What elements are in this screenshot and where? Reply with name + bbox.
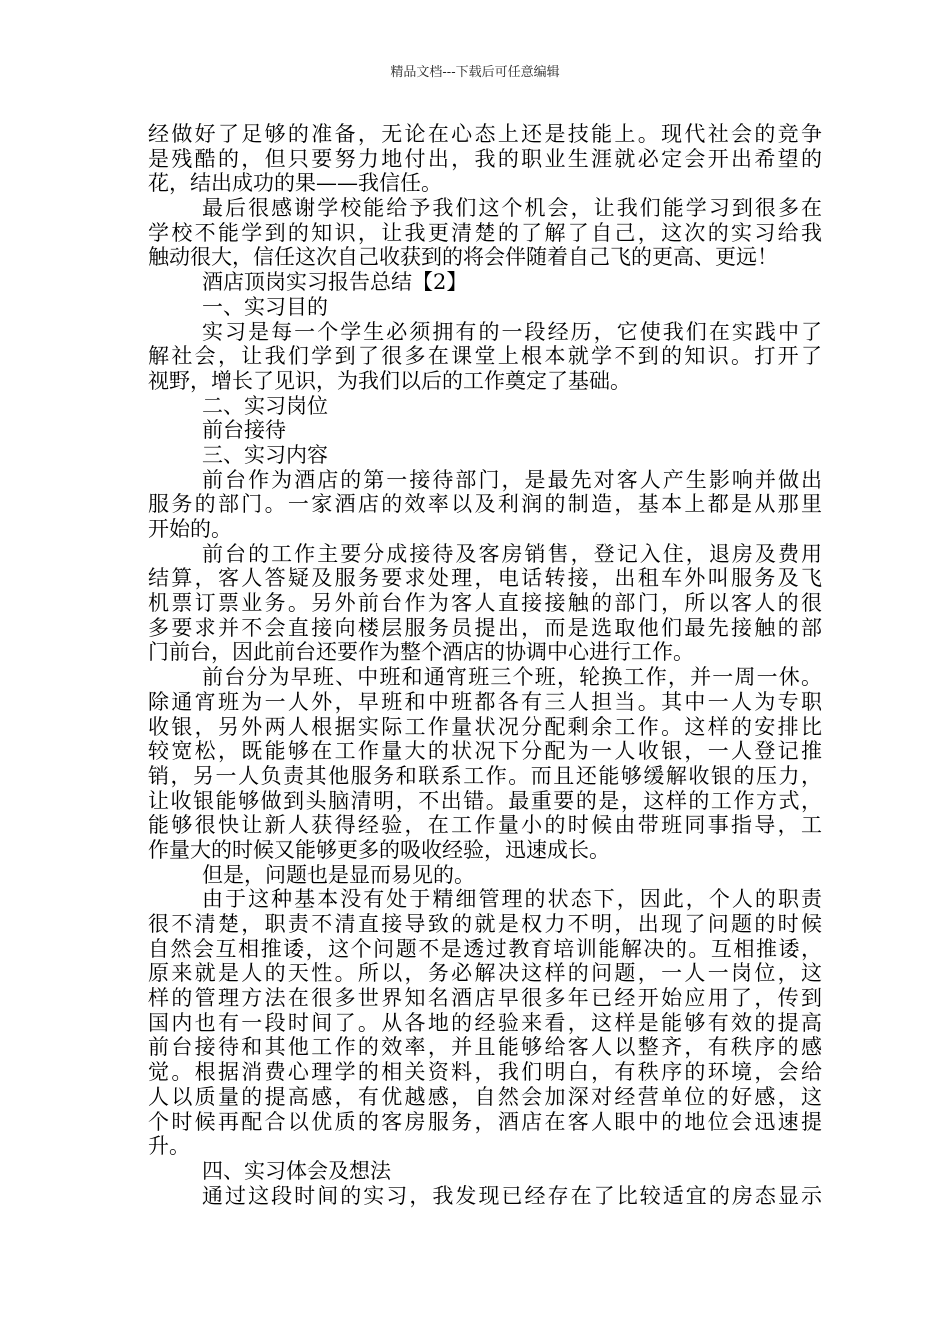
- text-line: 视野，增长了见识，为我们以后的工作奠定了基础。: [148, 368, 631, 393]
- text-line: 解社会，让我们学到了很多在课堂上根本就学不到的知识。打开了: [148, 344, 822, 369]
- text-line: 学校不能学到的知识，让我更清楚的了解了自己，这次的实习给我: [148, 220, 822, 245]
- text-line: 二、实习岗位: [202, 393, 328, 418]
- text-line: 机票订票业务。另外前台作为客人直接接触的部门，所以客人的很: [148, 591, 822, 616]
- text-line: 四、实习体会及想法: [202, 1158, 391, 1183]
- text-line: 酒店顶岗实习报告总结【2】: [202, 270, 468, 295]
- text-line: 作量大的时候又能够更多的吸收经验，迅速成长。: [148, 837, 610, 862]
- document-body: [148, 122, 822, 1208]
- text-line: 前台分为早班、中班和通宵班三个班，轮换工作，并一周一休。: [202, 665, 822, 690]
- text-line: 让收银能够做到头脑清明，不出错。最重要的是，这样的工作方式，: [148, 788, 822, 813]
- text-line: 除通宵班为一人外，早班和中班都各有三人担当。其中一人为专职: [148, 689, 822, 714]
- text-line: 较宽松，既能够在工作量大的状况下分配为一人收银，一人登记推: [148, 739, 822, 764]
- text-line: 很不清楚，职责不清直接导致的就是权力不明，出现了问题的时候: [148, 912, 822, 936]
- text-line: 开始的。: [148, 517, 232, 541]
- text-line: 但是，问题也是显而易见的。: [202, 862, 475, 887]
- text-line: 由于这种基本没有处于精细管理的状态下，因此，个人的职责: [202, 887, 822, 912]
- text-line: 前台作为酒店的第一接待部门，是最先对客人产生影响并做出: [202, 467, 822, 492]
- text-line: 触动很大，信任这次自己收获到的将会伴随着自己飞的更高、更远！: [148, 245, 778, 270]
- text-line: 原来就是人的天性。所以，务必解决这样的问题，一人一岗位，这: [148, 961, 822, 986]
- text-line: 升。: [148, 1134, 190, 1159]
- text-line: 服务的部门。一家酒店的效率以及利润的制造，基本上都是从那里: [148, 492, 822, 517]
- text-line: 前台接待: [202, 418, 286, 443]
- text-line: 最后很感谢学校能给予我们这个机会，让我们能学习到很多在: [202, 196, 822, 221]
- page-header: 精品文档---下载后可任意编辑: [390, 65, 560, 80]
- text-line: 国内也有一段时间了。从各地的经验来看，这样是能够有效的提高: [148, 1010, 822, 1035]
- text-line: 样的管理方法在很多世界知名酒店早很多年已经开始应用了，传到: [148, 986, 822, 1011]
- text-line: 多要求并不会直接向楼层服务员提出，而是选取他们最先接触的部: [148, 615, 822, 640]
- text-line: 前台的工作主要分成接待及客房销售，登记入住，退房及费用: [202, 541, 822, 566]
- text-line: 结算，客人答疑及服务要求处理，电话转接，出租车外叫服务及飞: [148, 566, 822, 591]
- text-line: 一、实习目的: [202, 294, 328, 319]
- text-line: 前台接待和其他工作的效率，并且能够给客人以整齐，有秩序的感: [148, 1035, 822, 1060]
- text-line: 经做好了足够的准备，无论在心态上还是技能上。现代社会的竞争: [148, 122, 822, 146]
- text-line: 能够很快让新人获得经验，在工作量小的时候由带班同事指导，工: [148, 813, 822, 838]
- text-line: 门前台，因此前台还要作为整个酒店的协调中心进行工作。: [148, 640, 694, 665]
- text-line: 三、实习内容: [202, 442, 328, 467]
- text-line: 自然会互相推诿，这个问题不是透过教育培训能解决的。互相推诿，: [148, 936, 822, 961]
- text-line: 通过这段时间的实习，我发现已经存在了比较适宜的房态显示: [202, 1183, 822, 1208]
- text-line: 收银，另外两人根据实际工作量状况分配剩余工作。这样的安排比: [148, 714, 822, 739]
- text-line: 销，另一人负责其他服务和联系工作。而且还能够缓解收银的压力，: [148, 763, 822, 788]
- text-line: 觉。根据消费心理学的相关资料，我们明白，有秩序的环境，会给: [148, 1060, 822, 1085]
- text-line: 花，结出成功的果——我信任。: [148, 171, 442, 196]
- text-line: 实习是每一个学生必须拥有的一段经历，它使我们在实践中了: [202, 319, 822, 344]
- text-line: 个时候再配合以优质的客房服务，酒店在客人眼中的地位会迅速提: [148, 1109, 822, 1134]
- text-line: 是残酷的，但只要努力地付出，我的职业生涯就必定会开出希望的: [148, 146, 822, 171]
- text-line: 人以质量的提高感，有优越感，自然会加深对经营单位的好感，这: [148, 1084, 822, 1109]
